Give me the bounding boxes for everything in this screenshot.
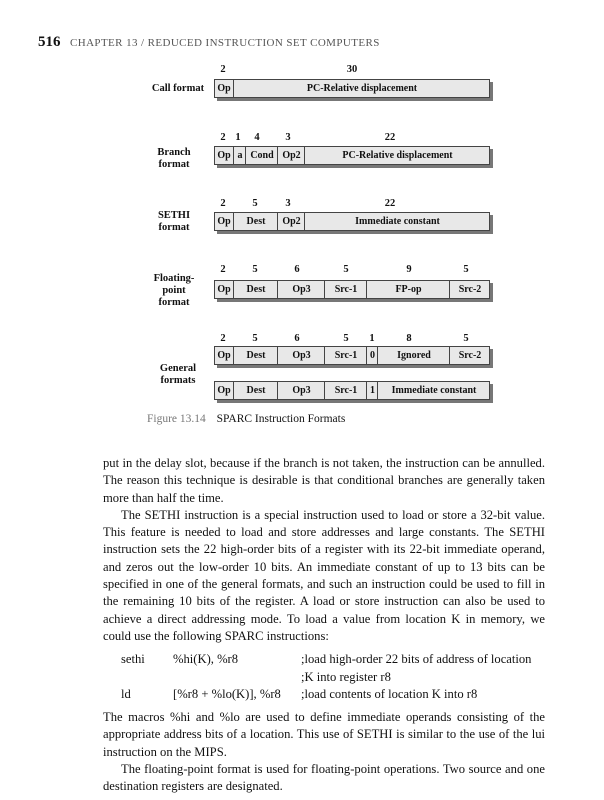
bit-width: 5 bbox=[252, 264, 258, 275]
bit-width: 2 bbox=[220, 264, 226, 275]
bit-width: 1 bbox=[369, 333, 375, 344]
field-op: Op bbox=[217, 350, 231, 361]
bit-width: 6 bbox=[294, 264, 300, 275]
body-text bbox=[103, 455, 545, 796]
figure-number: Figure 13.14 bbox=[147, 413, 206, 425]
bit-width: 2 bbox=[220, 64, 226, 75]
paragraph: The SETHI instruction is a special instruction used to load or store a 32-bit value. This feature is needed to load and store addresses and large constants. The SETHI instruction sets the 22 high-order bits of a register with its 22-bit immediate operand, and zeros out the low-order 10 bits. An immediate constant of up to 13 bits can be specified in one of the general formats, and such an instruction could be used to fill in the remaining 10 bits of the register. A load or store instruction can also be used to achieve a direct addressing mode. To load a value from location K in memory, we could use the following SPARC instructions: bbox=[103, 507, 545, 643]
field-op: Op bbox=[217, 216, 231, 227]
bit-width: 5 bbox=[252, 198, 258, 209]
field-dest: Dest bbox=[233, 281, 278, 298]
code-listing bbox=[121, 651, 545, 703]
field-immediate: Immediate constant bbox=[377, 382, 490, 399]
fp-format-box bbox=[214, 280, 490, 299]
field-op: Op bbox=[217, 150, 231, 161]
code-comment: ;load high-order 22 bits of address of location bbox=[301, 652, 532, 667]
paragraph: The macros %hi and %lo are used to define immediate operands consisting of the appropriate address bits of a location. This use of SETHI is similar to the use of the lui instruction on the MIPS. bbox=[103, 710, 545, 759]
bit-width: 3 bbox=[285, 198, 291, 209]
code-operands: [%r8 + %lo(K)], %r8 bbox=[173, 686, 281, 701]
bit-width: 22 bbox=[384, 198, 396, 209]
field-dest: Dest bbox=[233, 213, 278, 230]
field-i-bit: 0 bbox=[366, 347, 378, 364]
bit-width: 9 bbox=[406, 264, 412, 275]
field-op3: Op3 bbox=[277, 382, 325, 399]
field-i-bit: 1 bbox=[366, 382, 378, 399]
general-format-box-2 bbox=[214, 381, 490, 400]
general-formats-label: General formats bbox=[159, 363, 197, 386]
figure-caption bbox=[147, 413, 345, 425]
field-immediate: Immediate constant bbox=[304, 213, 490, 230]
bit-width: 2 bbox=[220, 333, 226, 344]
bit-width: 2 bbox=[220, 198, 226, 209]
bit-width: 5 bbox=[463, 264, 469, 275]
field-src1: Src-1 bbox=[324, 347, 367, 364]
code-comment: ;load contents of location K into r8 bbox=[301, 686, 478, 701]
field-a: a bbox=[233, 147, 246, 164]
field-op2: Op2 bbox=[277, 213, 305, 230]
field-dest: Dest bbox=[233, 347, 278, 364]
code-operands bbox=[173, 669, 301, 686]
call-format-label: Call format bbox=[151, 83, 205, 94]
bit-width: 30 bbox=[346, 64, 358, 75]
page-number: 516 bbox=[38, 34, 61, 50]
field-ignored: Ignored bbox=[377, 347, 450, 364]
chapter-title: CHAPTER 13 / REDUCED INSTRUCTION SET COMPUTERS bbox=[70, 37, 380, 49]
bit-width: 8 bbox=[406, 333, 412, 344]
bit-width: 4 bbox=[254, 132, 260, 143]
field-op: Op bbox=[217, 385, 231, 396]
sethi-format-box bbox=[214, 212, 490, 231]
bit-width: 22 bbox=[384, 132, 396, 143]
code-opcode: ld bbox=[121, 686, 131, 701]
field-src1: Src-1 bbox=[324, 382, 367, 399]
bit-width: 5 bbox=[343, 333, 349, 344]
field-src2: Src-2 bbox=[449, 281, 490, 298]
field-src1: Src-1 bbox=[324, 281, 367, 298]
code-operands: %hi(K), %r8 bbox=[173, 652, 239, 667]
field-op: Op bbox=[217, 83, 231, 94]
code-comment: ;K into register r8 bbox=[301, 669, 391, 684]
code-opcode bbox=[121, 669, 173, 686]
field-pc-displacement: PC-Relative displacement bbox=[304, 147, 490, 164]
sethi-format-label: SETHI format bbox=[157, 210, 191, 233]
branch-format-box bbox=[214, 146, 490, 165]
branch-format-label: Branch format bbox=[157, 147, 191, 170]
paragraph: The floating-point format is used for floating-point operations. Two source and one destination registers are designated. bbox=[103, 762, 545, 794]
bit-width: 6 bbox=[294, 333, 300, 344]
field-fp-op: FP-op bbox=[366, 281, 450, 298]
field-op2: Op2 bbox=[277, 147, 305, 164]
paragraph: put in the delay slot, because if the branch is not taken, the instruction can be annulled. The reason this technique is desirable is that conditional branches are generally taken more than half the time. bbox=[103, 456, 545, 505]
code-opcode: sethi bbox=[121, 652, 145, 667]
field-op3: Op3 bbox=[277, 281, 325, 298]
field-pc-displacement: PC-Relative displacement bbox=[233, 80, 490, 97]
field-src2: Src-2 bbox=[449, 347, 490, 364]
bit-width: 2 bbox=[220, 132, 226, 143]
figure-title: SPARC Instruction Formats bbox=[216, 413, 346, 425]
bit-width: 5 bbox=[252, 333, 258, 344]
field-dest: Dest bbox=[233, 382, 278, 399]
field-op3: Op3 bbox=[277, 347, 325, 364]
field-op: Op bbox=[217, 284, 231, 295]
bit-width: 5 bbox=[343, 264, 349, 275]
bit-width: 1 bbox=[235, 132, 241, 143]
field-cond: Cond bbox=[245, 147, 278, 164]
general-format-box-1 bbox=[214, 346, 490, 365]
bit-width: 3 bbox=[285, 132, 291, 143]
call-format-box bbox=[214, 79, 490, 98]
fp-format-label: Floating-point format bbox=[153, 273, 195, 308]
bit-width: 5 bbox=[463, 333, 469, 344]
